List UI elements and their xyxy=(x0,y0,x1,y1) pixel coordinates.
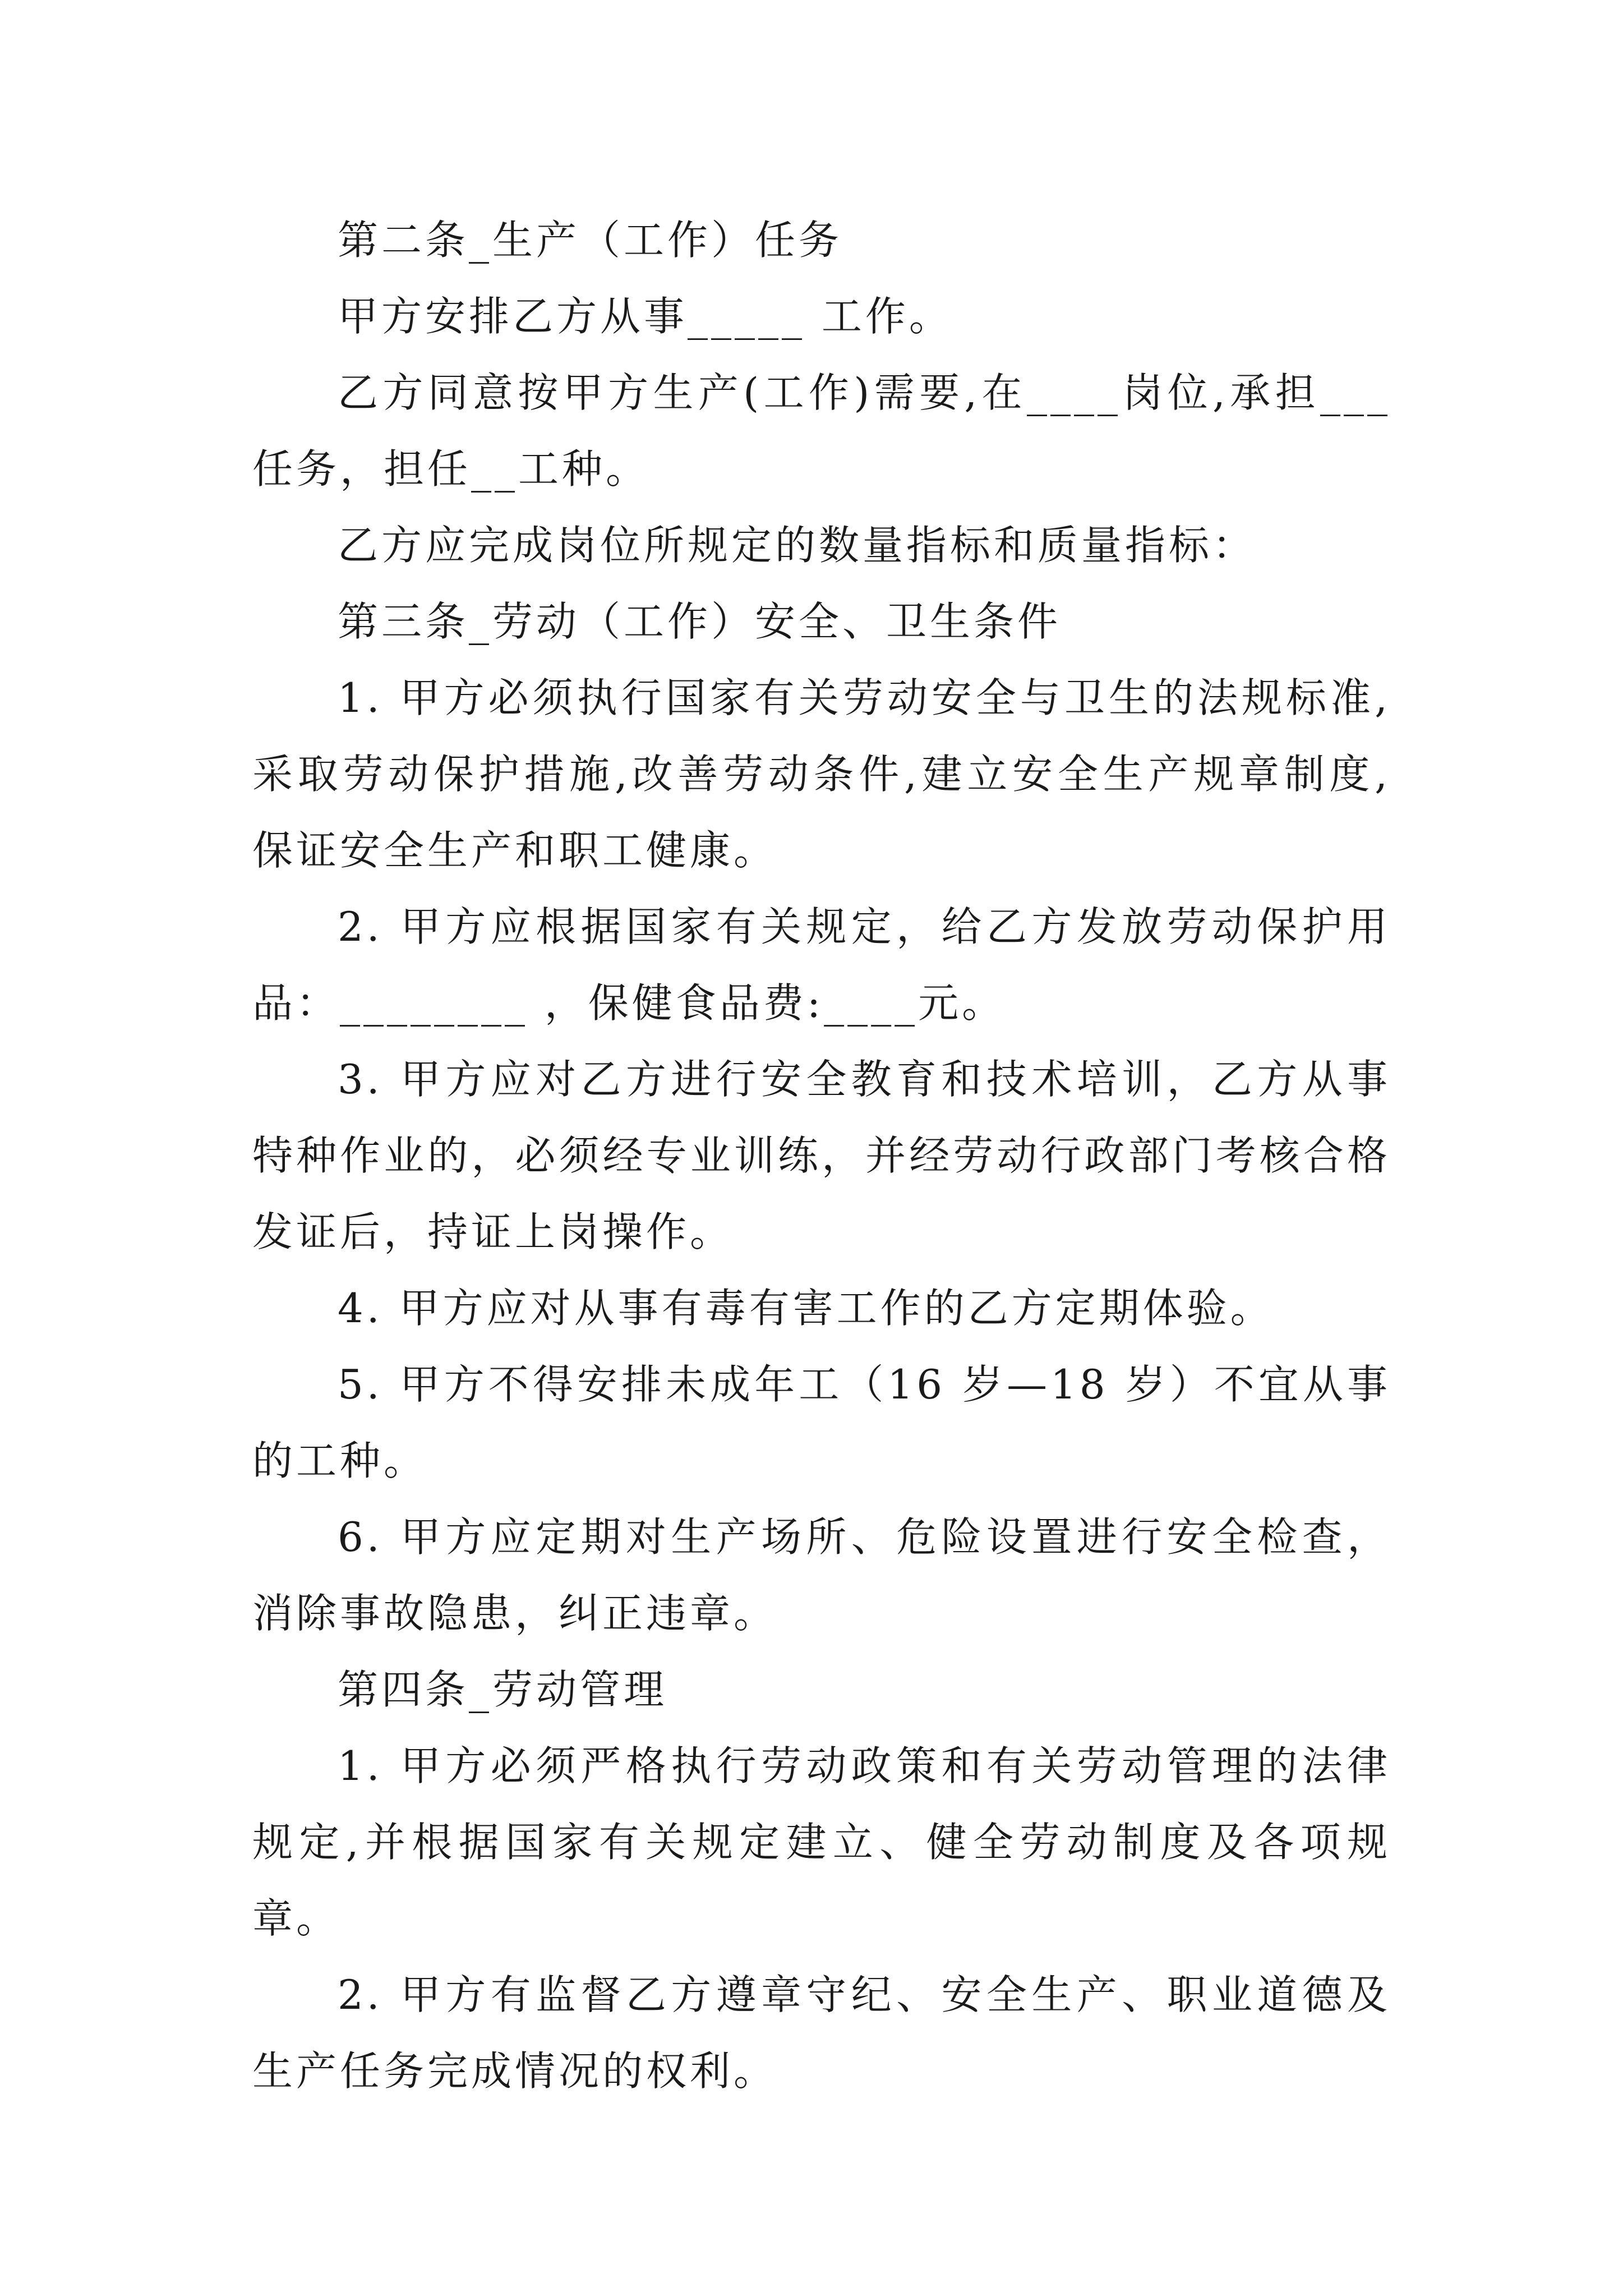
article-3-clause-3: 3. 甲方应对乙方进行安全教育和技术培训，乙方从事特种作业的，必须经专业训练，并经劳动行政部门考核合格发证后，持证上岗操作。 xyxy=(252,1056,1391,1255)
article-3-clause-5: 5. 甲方不得安排未成年工（16 岁—18 岁）不宜从事的工种。 xyxy=(252,1361,1391,1484)
article-2-position-duties: 乙方同意按甲方生产(工作)需要,在____岗位,承担___任务，担任__工种。 xyxy=(252,369,1391,493)
article-3-clause-6: 6. 甲方应定期对生产场所、危险设置进行安全检查，消除事故隐患，纠正违章。 xyxy=(252,1513,1391,1637)
article-4-clause-2: 2. 甲方有监督乙方遵章守纪、安全生产、职业道德及生产任务完成情况的权利。 xyxy=(252,1971,1391,2095)
document-body xyxy=(252,202,1391,2109)
article-2-work-assignment: 甲方安排乙方从事_____ 工作。 xyxy=(338,293,953,340)
article-4-heading: 第四条_劳动管理 xyxy=(338,1666,668,1713)
article-3-heading: 第三条_劳动（工作）安全、卫生条件 xyxy=(338,598,1062,645)
article-3-clause-4: 4. 甲方应对从事有毒有害工作的乙方定期体验。 xyxy=(338,1285,1274,1332)
article-4-clause-1: 1. 甲方必须严格执行劳动政策和有关劳动管理的法律规定,并根据国家有关规定建立、健全劳动制度及各项规章。 xyxy=(252,1742,1391,1942)
article-3-clause-2: 2. 甲方应根据国家有关规定，给乙方发放劳动保护用品：________ ，保健食品费:____元。 xyxy=(252,903,1391,1027)
article-2-quota-requirement: 乙方应完成岗位所规定的数量指标和质量指标： xyxy=(338,522,1257,569)
article-2-heading: 第二条_生产（工作）任务 xyxy=(338,217,843,264)
article-3-clause-1: 1. 甲方必须执行国家有关劳动安全与卫生的法规标准,采取劳动保护措施,改善劳动条件,建立安全生产规章制度,保证安全生产和职工健康。 xyxy=(252,674,1391,874)
